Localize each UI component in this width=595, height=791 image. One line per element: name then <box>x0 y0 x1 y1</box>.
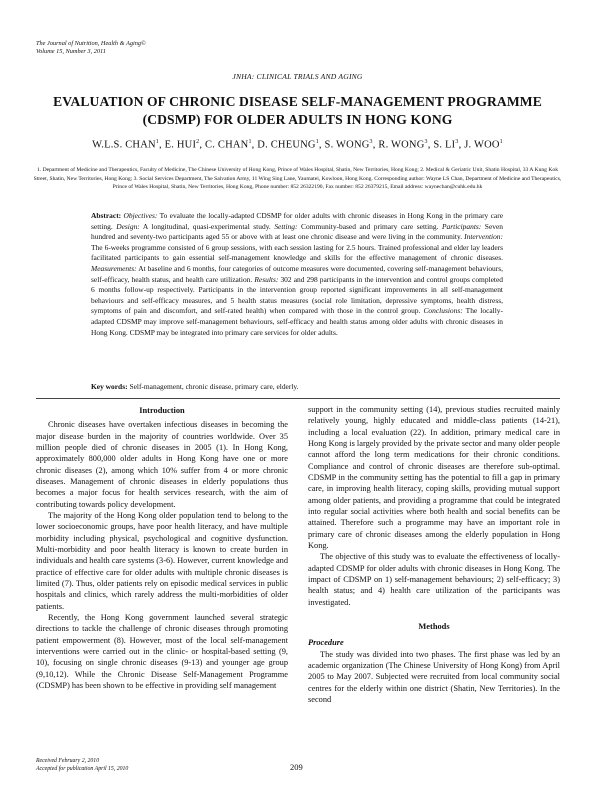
body-paragraph: Chronic diseases have overtaken infectious diseases in becoming the major disease burden in the majority of countries worldwide. Over 35 million people died of chronic diseases in 2005 (1). In Hong Kong, approximately 800,000 older adults in Hong Kong have one or more chronic diseases (2), among which 10% suffer from 4 or more chronic diseases. Management of chronic diseases in elderly populations thus becomes a major focus for health services research, with the aim of contributing towards policy development. <box>36 420 288 509</box>
abstract-section-text: A longitudinal, quasi-experimental study. <box>139 221 275 231</box>
received-dates <box>36 757 128 773</box>
title-line-2: (CDSMP) FOR OLDER ADULTS IN HONG KONG <box>142 112 453 127</box>
methods-heading: Methods <box>418 621 450 631</box>
author-affiliation-mark: 3 <box>455 139 459 145</box>
body-paragraph: The majority of the Hong Kong older population tend to belong to the lower socioeconomic groups, have poor health literacy, and have multiple morbidity including physical, psychological and cognitive dysfunction. Multi-morbidity and poor health literacy is known to create burden in individuals and health care systems (3-6). However, current knowledge and practice of effective care for older adults with multiple chronic diseases is limited (7). Thus, older patients rely on episodic medical services in public hospitals and clinics, which rarely address the multi-morbidities of older patients. <box>36 510 288 611</box>
abstract-section-label: Results: <box>254 274 279 284</box>
affiliations: 1. Department of Medicine and Therapeutics, Faculty of Medicine, The Chinese University of Hong Kong, Prince of Wales Hospital, Shatin, New Territories, Hong Kong; 2. Medical & Geriatric Unit, Shatin Hospital, 33 A Kung Kok Street, Shatin, New Territories, Hong Kong; 3. Social Services Department, The Salvation Army, 11 Wing Sing Lane, Yaumatei, Kowloon, Hong Kong. Corresponding author: Wayne LS Chan, Department of Medicine and Therapeutics, Prince of Wales Hospital, Shatin, New Territories, Hong Kong, Phone number: 852 26322190, Fax number: 852 26379215, Email address: waynechan@cuhk.edu.hk <box>33 167 562 191</box>
abstract-section-text: 302 and 298 participants in the intervention and control groups completed 6 months follow-up respectively. Participants in the intervention group reported significant improvements in all self-management behaviours and self-efficacy measures, and 5 health status measures (social role limitation, depressive symptoms, health distress, symptoms of pain and discomfort, and self-rated health) when compared with those in the control group. <box>91 274 503 316</box>
author-name: C. CHAN <box>205 139 249 151</box>
author-affiliation-mark: 1 <box>248 139 252 145</box>
author-affiliation-mark: 3 <box>369 139 373 145</box>
author-affiliation-mark: 1 <box>315 139 319 145</box>
author-name: J. WOO <box>464 139 500 151</box>
column-left <box>36 405 288 691</box>
abstract-section-text: At baseline and 6 months, four categories of outcome measures were documented, covering self-management behaviours, self-efficacy, health status, and health care utilization. <box>91 263 503 284</box>
page-number: 209 <box>290 762 303 772</box>
abstract-section-text: The locally-adapted CDSMP may improve self-management behaviours, self-efficacy and health status among older adults with chronic diseases in Hong Kong. CDSMP may be integrated into primary care services for older adults. <box>91 306 503 337</box>
journal-info <box>36 40 146 56</box>
journal-name: The Journal of Nutrition, Health & Aging© <box>36 40 146 47</box>
abstract-section-label: Participants: <box>442 221 482 231</box>
author-name: W.L.S. CHAN <box>92 139 156 151</box>
divider-rule <box>36 398 560 399</box>
abstract-section-label: Intervention: <box>464 232 503 242</box>
author-name: R. WONG <box>378 139 425 151</box>
author-name: D. CHEUNG <box>257 139 316 151</box>
keywords-label: Key words: <box>91 382 128 391</box>
author-name: E. HUI <box>164 139 197 151</box>
author-name: S. LI <box>433 139 456 151</box>
abstract-body <box>91 211 503 337</box>
body-paragraph: Recently, the Hong Kong government launched several strategic directions to tackle the challenge of chronic diseases through promoting patient empowerment (8). However, most of the local self-management interventions were carried out in the clinic- or hospital-based setting (9, 10), focusing on single chronic diseases (9-13) and younger age group (9,10,12). While the Chronic Disease Self-Management Programme (CDSMP) has been shown to be effective in providing self management <box>36 612 288 690</box>
author-affiliation-mark: 1 <box>155 139 159 145</box>
column-right <box>308 404 560 705</box>
abstract-section-label: Conclusions: <box>423 306 463 316</box>
keywords <box>91 382 503 392</box>
author-affiliation-mark: 2 <box>196 139 200 145</box>
author-affiliation-mark: 3 <box>424 139 428 145</box>
abstract <box>91 211 503 338</box>
abstract-section-label: Measurements: <box>91 263 137 273</box>
author-affiliation-mark: 1 <box>499 139 503 145</box>
abstract-section-label: Objectives: <box>123 211 158 220</box>
abstract-section-label: Design: <box>116 221 140 231</box>
procedure-heading: Procedure <box>308 638 344 648</box>
introduction-heading: Introduction <box>139 406 185 415</box>
abstract-section-text: Community-based and primary care setting. <box>297 221 442 231</box>
journal-volume: Volume 15, Number 3, 2011 <box>36 48 106 55</box>
accepted-date: Accepted for publication April 15, 2010 <box>36 766 129 773</box>
body-paragraph: The objective of this study was to evaluate the effectiveness of locally-adapted CDSMP for older adults with chronic diseases in Hong Kong. The impact of CDSMP on 1) self-management behaviours; 2) self-efficacy; 3) health status; and 4) health care utilization of the participants was investigated. <box>308 552 560 607</box>
abstract-section-text: To evaluate the locally-adapted CDSMP for older adults with chronic diseases in Hong Kong in the primary care setting. <box>91 211 503 231</box>
keywords-text: Self-management, chronic disease, primary care, elderly. <box>127 382 299 391</box>
body-paragraph: The study was divided into two phases. The first phase was led by an academic organization (The Chinese University of Hong Kong) from April 2005 to May 2007. Subjected were recruited from local community social centres for the elderly within one district (Shatin, New Territories). In the second <box>308 649 560 704</box>
received-date: Received February 2, 2010 <box>36 758 100 764</box>
body-paragraph: support in the community setting (14), previous studies recruited mainly relatively young, highly educated and middle-class patients (14-21), including a local evaluation (22). In addition, primary medical care in Hong Kong is largely provided by the private sector and many older people cannot afford the long term medications for their chronic conditions. Compliance and control of chronic diseases are therefore sub-optimal. CDSMP in the community setting has the potential to fill a gap in primary care, in improving health literacy, coping skills, providing mutual support among older patients, and providing a programme that could be integrated into regular social activities where both health and social benefits can be attained. Therefore such a programme may have an important role in primary care of chronic diseases among the elderly population in Hong Kong. <box>308 405 560 550</box>
author-list: W.L.S. CHAN$^1$, E. HUI$^2$, C. CHAN$^1$, D. CHEUNG$^1$, S. WONG$^3$, R. WONG$^3$, S. $LI^3$, J. WOO$^1$ <box>92 139 503 151</box>
title-line-1: EVALUATION OF CHRONIC DISEASE SELF-MANAGEMENT PROGRAMME <box>53 94 542 109</box>
author-name: S. WONG <box>324 139 370 151</box>
section-header: JNHA: CLINICAL TRIALS AND AGING <box>232 72 363 81</box>
abstract-label: Abstract: <box>91 211 122 220</box>
abstract-section-label: Setting: <box>274 221 298 231</box>
article-title <box>20 93 575 129</box>
abstract-section-text: Seven hundred and seventy-two participants aged 55 or above with at least one chronic disease and were living in the community. <box>91 221 503 242</box>
abstract-section-text: The 6-weeks programme consisted of 6 group sessions, with each session lasting for 2.5 hours. Trained professional and elder lay leaders facilitated participants to gain essential self-management knowledge and skills for the effective management of chronic diseases. <box>91 242 503 263</box>
